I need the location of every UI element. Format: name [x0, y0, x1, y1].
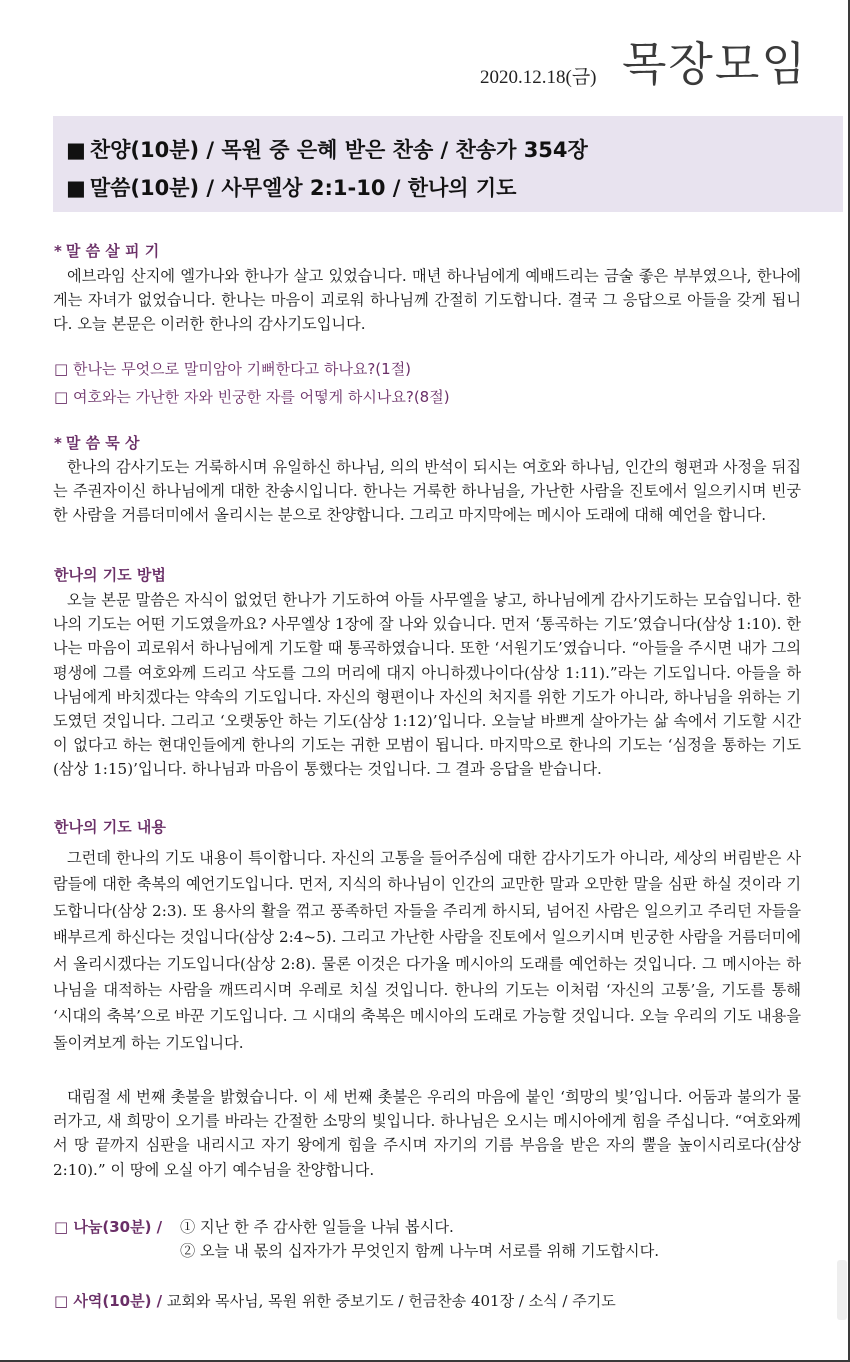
heading-content: 한나의 기도 내용	[54, 818, 166, 836]
advent-paragraph: 대림절 세 번째 촛불을 밝혔습니다. 이 세 번째 촛불은 우리의 마음에 붙인 ‘희망의 빛’입니다. 어둠과 불의가 물러가고, 새 희망이 오기를 바라는 간절한 소망의 빛입니다. 하나님은 오시는 메시아에게 힘을 주십니다. “여호와께서 땅 끝까지 심판을 내리시고 자기 왕에게 힘을 주시며 자기의 기름 부음을 받은 자의 뿔을 높이시리로다(삼상 2:10).” 이 땅에 오실 아기 예수님을 찬양합니다.	[53, 1088, 801, 1179]
question-1-text: 한나는 무엇으로 말미암아 기뻐한다고 하나요?(1절)	[72, 360, 412, 378]
method-paragraph: 오늘 본문 말씀은 자식이 없었던 한나가 기도하여 아들 사무엘을 낳고, 하나님에게 감사기도하는 모습입니다. 한나의 기도는 어떤 기도였을까요? 사무엘상 1장에 잘 나와 있습니다. 먼저 ‘통곡하는 기도’였습니다(삼상 1:10). 한나는 마음이 괴로워서 하나님에게 기도할 때 통곡하였습니다. 또한 ‘서원기도’였습니다. “아들을 주시면 내가 그의 평생에 그를 여호와께 드리고 삭도를 그의 머리에 대지 아니하겠나이다(삼상 1:11).”라는 기도입니다. 아들을 하나님에게 바치겠다는 약속의 기도입니다. 자신의 형편이나 자신의 처지를 위한 기도가 아니라, 하나님을 위하는 기도였던 것입니다. 그리고 ‘오랫동안 하는 기도(삼상 1:12)’입니다. 오늘날 바쁘게 살아가는 삶 속에서 기도할 시간이 없다고 하는 현대인들에게 한나의 기도는 귀한 모범이 됩니다. 마지막으로 한나의 기도는 ‘심정을 통하는 기도(삼상 1:15)’입니다. 하나님과 마음이 통했다는 것입니다. 그 결과 응답을 받습니다.	[53, 591, 801, 779]
meeting-date: 2020.12.18(금)	[480, 67, 597, 88]
page-title: 목장모임	[622, 37, 808, 91]
heading-meditate-text: 말 씀 묵 상	[65, 434, 140, 452]
sharing-item-2: ② 오늘 내 몫의 십자가가 무엇인지 함께 나누며 서로를 위해 기도합시다.	[180, 1242, 660, 1260]
order-praise-text: 찬양(10분) / 목원 중 은혜 받은 찬송 / 찬송가 354장	[89, 138, 588, 162]
order-word	[66, 172, 516, 202]
meditate-paragraph: 한나의 감사기도는 거룩하시며 유일하신 하나님, 의의 반석이 되시는 여호와 하나님, 인간의 형편과 사정을 뒤집는 주권자이신 하나님에게 대한 찬송시입니다. 한나는 거룩한 하나님을, 가난한 사람을 진토에서 일으키시며 빈궁한 사람을 거름더미에서 올리시는 분으로 찬양합니다. 그리고 마지막에는 메시아 도래에 대해 예언을 합니다.	[53, 458, 801, 525]
service-text: 교회와 목사님, 목원 위한 중보기도 / 헌금찬송 401장 / 소식 / 주기도	[162, 1292, 616, 1310]
square-bullet-icon: ■	[66, 138, 86, 162]
content-paragraph: 그런데 한나의 기도 내용이 특이합니다. 자신의 고통을 들어주심에 대한 감사기도가 아니라, 세상의 버림받은 사람들에 대한 축복의 예언기도입니다. 먼저, 지식의 하나님이 인간의 교만한 말과 오만한 말을 심판 하실 것이라 기도합니다(삼상 2:3). 또 용사의 활을 꺾고 풍족하던 자들을 주리게 하시되, 넘어진 사람은 일으키고 주리던 자들을 배부르게 하신다는 것입니다(삼상 2:4~5). 그리고 가난한 사람을 진토에서 일으키시며 빈궁한 사람을 거름더미에서 올리시겠다는 기도입니다(삼상 2:8). 물론 이것은 다가올 메시아의 도래를 예언하는 것입니다. 그 메시아는 하나님을 대적하는 사람을 깨뜨리시며 우레로 치실 것입니다. 한나의 기도는 이처럼 ‘자신의 고통’을, 기도를 통해 ‘시대의 축복’으로 바꾼 기도입니다. 그 시대의 축복은 메시아의 도래로 가능할 것입니다. 오늘 우리의 기도 내용을 돌이켜보게 하는 기도입니다.	[53, 849, 801, 1052]
look-paragraph: 에브라임 산지에 엘가나와 한나가 살고 있었습니다. 매년 하나님에게 예배드리는 금술 좋은 부부였으나, 한나에게는 자녀가 없었습니다. 한나는 마음이 괴로워 하나님께 간절히 기도합니다. 결국 그 응답으로 아들을 갖게 됩니다. 오늘 본문은 이러한 한나의 감사기도입니다.	[53, 267, 801, 334]
heading-method: 한나의 기도 방법	[54, 566, 166, 584]
service-line	[54, 1290, 616, 1311]
order-word-text: 말씀(10분) / 사무엘상 2:1-10 / 한나의 기도	[89, 176, 517, 200]
scrollbar[interactable]	[837, 1260, 847, 1320]
heading-look-text: 말 씀 살 피 기	[65, 242, 160, 260]
order-praise	[66, 134, 588, 164]
question-1	[54, 358, 411, 379]
question-2	[54, 386, 450, 407]
asterisk-icon: *	[54, 434, 62, 452]
service-label: □ 사역(10분) /	[54, 1292, 163, 1310]
question-2-text: 여호와는 가난한 자와 빈궁한 자를 어떻게 하시나요?(8절)	[72, 388, 450, 406]
checkbox-icon: □	[54, 360, 73, 378]
checkbox-icon: □	[54, 388, 73, 406]
asterisk-icon: *	[54, 242, 62, 260]
square-bullet-icon: ■	[66, 176, 86, 200]
heading-look	[54, 240, 159, 261]
sharing-item-1: ① 지난 한 주 감사한 일들을 나눠 봅시다.	[180, 1218, 454, 1236]
heading-meditate	[54, 432, 140, 453]
sharing-label: □ 나눔(30분) /	[54, 1218, 163, 1236]
